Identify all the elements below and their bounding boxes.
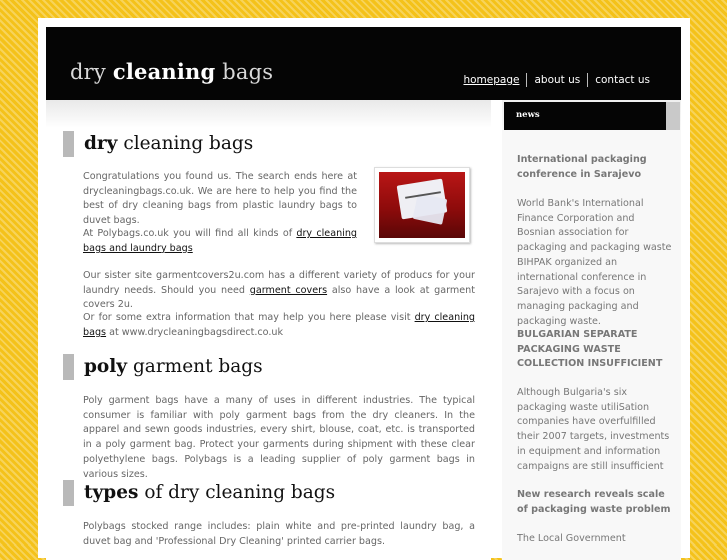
section-title-bold: poly	[84, 356, 128, 377]
news-body: World Bank's International Finance Corporation and Bosnian association for packaging and packaging waste BIHPAK organized an international conference in Sarajevo with a focus on managing packaging and packaging waste.	[517, 198, 672, 327]
logo-word-dry: dry	[70, 60, 106, 84]
logo-word-cleaning: cleaning	[112, 59, 216, 84]
dry-cleaning-bags-image	[379, 172, 465, 238]
section-title-poly-garment-bags	[63, 354, 263, 380]
section-title-rest: garment bags	[132, 356, 263, 377]
news-tab	[504, 102, 680, 130]
news-body: The Local Government	[517, 533, 626, 544]
nav-homepage-link[interactable]: homepage	[463, 74, 520, 86]
dry-cleaning-bags-direct-link[interactable]: dry cleaning bags	[83, 312, 475, 338]
site-logo[interactable]	[70, 59, 273, 84]
dry-cleaning-bags-and-laundry-bags-link[interactable]: dry cleaning bags and laundry bags	[83, 228, 357, 254]
logo-word-bags: bags	[222, 60, 274, 84]
nav-about-us-link[interactable]: about us	[526, 73, 587, 87]
stocked-range-paragraph: Polybags stocked range includes: plain white and pre-printed laundry bag, a duvet bag and 'Professional Dry Cleaning' printed carrier bags.	[83, 521, 475, 547]
nav-contact-us-link[interactable]: contact us	[587, 73, 657, 87]
paragraph-text: at www.drycleaningbagsdirect.co.uk	[106, 326, 284, 338]
intro-paragraph: Congratulations you found us. The search ends here at drycleaningbags.co.uk. We are here to help you find the best of dry cleaning bags from plastic laundry bags to duvet bags.	[83, 171, 357, 227]
paragraph-text: Or for some extra information that may help you here please visit	[83, 312, 415, 323]
news-headline: BULGARIAN SEPARATE PACKAGING WASTE COLLECTION INSUFFICIENT	[517, 329, 663, 370]
top-navigation	[456, 73, 657, 87]
section-title-bold: dry	[84, 133, 118, 154]
news-sidebar	[502, 100, 681, 560]
sister-site-paragraph	[83, 269, 475, 313]
paragraph-text: At Polybags.co.uk you will find all kinds of	[83, 228, 297, 239]
extra-info-paragraph	[83, 311, 475, 340]
section-title-dry-cleaning-bags	[63, 131, 253, 157]
product-photo	[374, 167, 470, 243]
news-headline: New research reveals scale of packaging waste problem	[517, 489, 671, 515]
section-title-bold: types	[84, 482, 139, 503]
page-container	[38, 18, 690, 558]
news-body: Although Bulgaria's six packaging waste utiliSation companies have overfulfilled their 2007 targets, investments in equipment and information campaigns are still insufficient	[517, 387, 670, 472]
polybags-paragraph	[83, 227, 357, 256]
news-tab-label: news	[516, 110, 540, 120]
paragraph-text: Our sister site garmentcovers2u.com has a different variety of producs for your laundry needs. Should you need	[83, 270, 475, 296]
news-headline: International packaging conference in Sarajevo	[517, 154, 647, 180]
section-title-rest: of dry cleaning bags	[144, 482, 336, 503]
section-title-rest: cleaning bags	[123, 133, 254, 154]
section-title-types-of-dry-cleaning-bags	[63, 480, 335, 506]
main-content	[46, 100, 491, 560]
header	[46, 27, 681, 100]
poly-garment-bags-paragraph: Poly garment bags have a many of uses in different industries. The typical consumer is familiar with poly garment bags from the dry cleaners. In the apparel and sewn goods industries, every shirt, blouse, coat, etc. is transported in a poly garment bag. Protect your garments during shipment with these clear polyethylene bags. Polybags is a leading supplier of poly garment bags in various sizes.	[83, 395, 475, 480]
garment-covers-link[interactable]: garment covers	[249, 284, 328, 296]
paragraph-text: also have a look at garment covers 2u.	[83, 284, 475, 311]
